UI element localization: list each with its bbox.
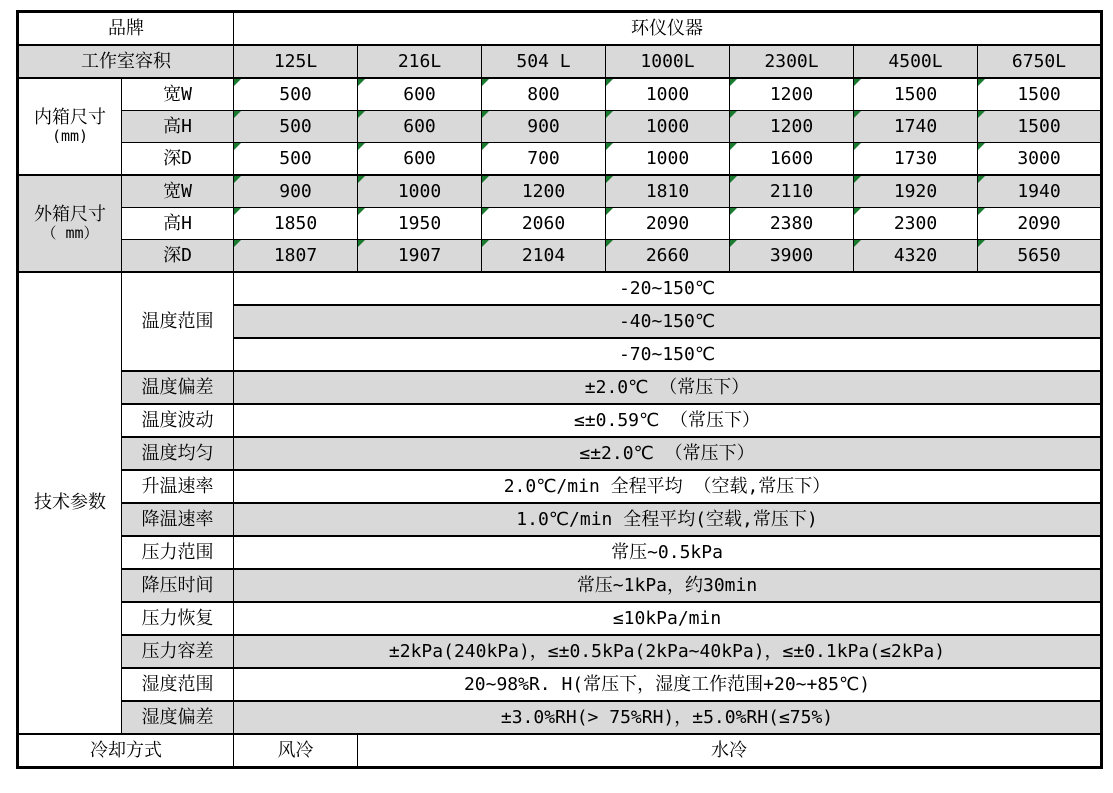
- corner-flag-icon: [978, 143, 985, 150]
- dim-cell: [606, 208, 730, 240]
- dim-cell: [234, 78, 358, 111]
- dim-cell: [358, 143, 482, 176]
- spec-table: [16, 10, 1103, 769]
- corner-flag-icon: [606, 208, 613, 215]
- temp-range-value: -20~150℃: [234, 272, 1102, 305]
- corner-flag-icon: [234, 79, 241, 86]
- param-label: 湿度范围: [122, 668, 234, 701]
- tech-section-label: 技术参数: [18, 272, 122, 734]
- corner-flag-icon: [730, 143, 737, 150]
- dim-value: 600: [403, 83, 436, 105]
- param-value: 1.0℃/min 全程平均(空载,常压下): [234, 503, 1102, 536]
- dim-value: 1200: [521, 180, 566, 202]
- dim-value: 1500: [1017, 115, 1061, 137]
- dim-cell: [482, 240, 606, 273]
- corner-flag-icon: [854, 143, 861, 150]
- dim-value: 1600: [769, 147, 814, 169]
- dim-cell: [358, 240, 482, 273]
- volume-label: 工作室容积: [18, 45, 234, 78]
- dim-cell: [358, 111, 482, 143]
- dim-value: 1730: [893, 147, 938, 169]
- param-value: ≤±0.59℃ （常压下）: [234, 404, 1102, 437]
- dim-value: 1500: [893, 83, 938, 105]
- corner-flag-icon: [606, 111, 613, 118]
- corner-flag-icon: [978, 240, 985, 247]
- dim-cell: [978, 208, 1102, 240]
- dim-value: 500: [279, 83, 312, 105]
- temp-range-value: -70~150℃: [234, 338, 1102, 371]
- corner-flag-icon: [978, 176, 985, 183]
- dim-value: 2110: [769, 180, 814, 202]
- volume-value: 216L: [358, 45, 482, 78]
- corner-flag-icon: [234, 143, 241, 150]
- cooling-water-value: 水冷: [358, 734, 1102, 768]
- dim-value: 1000: [397, 180, 442, 202]
- dim-cell: [234, 111, 358, 143]
- dim-cell: [606, 175, 730, 208]
- outer-box-unit: （ mm）: [41, 224, 99, 243]
- dim-row-label: 高H: [122, 111, 234, 143]
- dim-value: 1000: [645, 147, 690, 169]
- brand-label: 品牌: [18, 12, 234, 46]
- dim-value: 1940: [1017, 180, 1061, 202]
- param-value: 2.0℃/min 全程平均 （空载,常压下）: [234, 470, 1102, 503]
- dim-value: 3900: [769, 244, 814, 266]
- corner-flag-icon: [482, 143, 489, 150]
- param-label: 温度波动: [122, 404, 234, 437]
- volume-value: 2300L: [730, 45, 854, 78]
- dim-row-label: 深D: [122, 240, 234, 273]
- param-value: 常压~1kPa，约30min: [234, 569, 1102, 602]
- dim-value: 2380: [769, 212, 814, 234]
- volume-value: 1000L: [606, 45, 730, 78]
- corner-flag-icon: [234, 240, 241, 247]
- dim-cell: [978, 78, 1102, 111]
- dim-value: 1500: [1017, 83, 1061, 105]
- dim-cell: [730, 175, 854, 208]
- param-label: 压力范围: [122, 536, 234, 569]
- dim-value: 2660: [645, 244, 690, 266]
- dim-cell: [482, 78, 606, 111]
- corner-flag-icon: [730, 79, 737, 86]
- dim-cell: [606, 111, 730, 143]
- dim-cell: [234, 240, 358, 273]
- dim-cell: [854, 240, 978, 273]
- temp-range-value: -40~150℃: [234, 305, 1102, 338]
- dim-value: 600: [403, 147, 436, 169]
- dim-cell: [606, 78, 730, 111]
- dim-cell: [854, 143, 978, 176]
- param-value: ±2.0℃ （常压下）: [234, 371, 1102, 404]
- dim-value: 1200: [769, 83, 814, 105]
- corner-flag-icon: [358, 208, 365, 215]
- dim-value: 1920: [893, 180, 938, 202]
- dim-value: 2104: [521, 244, 566, 266]
- corner-flag-icon: [482, 240, 489, 247]
- dim-value: 1000: [645, 115, 690, 137]
- temp-range-label: 温度范围: [122, 272, 234, 371]
- dim-value: 1907: [397, 244, 442, 266]
- param-value: 常压~0.5kPa: [234, 536, 1102, 569]
- param-label: 温度均匀: [122, 437, 234, 470]
- inner-box-unit: (mm): [51, 127, 89, 146]
- corner-flag-icon: [854, 208, 861, 215]
- dim-value: 1740: [893, 115, 938, 137]
- dim-row-label: 宽W: [122, 78, 234, 111]
- inner-box-label: 内箱尺寸 (mm): [18, 78, 122, 175]
- corner-flag-icon: [730, 176, 737, 183]
- corner-flag-icon: [978, 111, 985, 118]
- corner-flag-icon: [730, 111, 737, 118]
- dim-cell: [606, 240, 730, 273]
- corner-flag-icon: [730, 208, 737, 215]
- corner-flag-icon: [358, 111, 365, 118]
- dim-cell: [730, 78, 854, 111]
- param-label: 压力容差: [122, 635, 234, 668]
- dim-value: 5650: [1017, 244, 1061, 266]
- corner-flag-icon: [482, 111, 489, 118]
- dim-cell: [854, 208, 978, 240]
- param-value: ±2kPa(240kPa)，≤±0.5kPa(2kPa~40kPa)，≤±0.1kPa(≤2kPa): [234, 635, 1102, 668]
- dim-value: 1000: [645, 83, 690, 105]
- dim-cell: [482, 175, 606, 208]
- dim-cell: [978, 143, 1102, 176]
- param-label: 湿度偏差: [122, 701, 234, 734]
- corner-flag-icon: [358, 79, 365, 86]
- corner-flag-icon: [482, 79, 489, 86]
- corner-flag-icon: [854, 240, 861, 247]
- dim-cell: [854, 78, 978, 111]
- brand-value: 环仪仪器: [234, 12, 1102, 46]
- corner-flag-icon: [854, 111, 861, 118]
- dim-value: 900: [527, 115, 560, 137]
- param-label: 降温速率: [122, 503, 234, 536]
- param-label: 升温速率: [122, 470, 234, 503]
- dim-value: 800: [527, 83, 560, 105]
- outer-box-label: 外箱尺寸 （ mm）: [18, 175, 122, 272]
- dim-value: 700: [527, 147, 560, 169]
- corner-flag-icon: [358, 143, 365, 150]
- dim-value: 1950: [397, 212, 442, 234]
- corner-flag-icon: [606, 79, 613, 86]
- dim-row-label: 深D: [122, 143, 234, 176]
- dim-cell: [730, 240, 854, 273]
- dim-value: 2090: [645, 212, 690, 234]
- corner-flag-icon: [358, 176, 365, 183]
- corner-flag-icon: [854, 79, 861, 86]
- corner-flag-icon: [482, 176, 489, 183]
- dim-cell: [730, 111, 854, 143]
- dim-value: 3000: [1017, 147, 1061, 169]
- dim-cell: [978, 175, 1102, 208]
- dim-cell: [854, 111, 978, 143]
- corner-flag-icon: [730, 240, 737, 247]
- corner-flag-icon: [234, 111, 241, 118]
- corner-flag-icon: [358, 240, 365, 247]
- cooling-air-value: 风冷: [234, 734, 358, 768]
- corner-flag-icon: [606, 176, 613, 183]
- dim-value: 1200: [769, 115, 814, 137]
- param-value: ±3.0%RH(> 75%RH)，±5.0%RH(≤75%): [234, 701, 1102, 734]
- dim-value: 600: [403, 115, 436, 137]
- dim-value: 500: [279, 147, 312, 169]
- dim-value: 900: [279, 180, 312, 202]
- corner-flag-icon: [234, 176, 241, 183]
- dim-cell: [978, 240, 1102, 273]
- dim-cell: [854, 175, 978, 208]
- dim-value: 1810: [645, 180, 690, 202]
- corner-flag-icon: [978, 79, 985, 86]
- dim-value: 1850: [273, 212, 318, 234]
- dim-value: 2060: [521, 212, 566, 234]
- dim-row-label: 高H: [122, 208, 234, 240]
- dim-value: 500: [279, 115, 312, 137]
- dim-cell: [482, 208, 606, 240]
- dim-cell: [358, 208, 482, 240]
- corner-flag-icon: [606, 240, 613, 247]
- corner-flag-icon: [606, 143, 613, 150]
- dim-value: 2090: [1017, 212, 1061, 234]
- param-value: ≤±2.0℃ （常压下）: [234, 437, 1102, 470]
- dim-cell: [482, 111, 606, 143]
- dim-value: 2300: [893, 212, 938, 234]
- volume-value: 4500L: [854, 45, 978, 78]
- dim-cell: [730, 143, 854, 176]
- corner-flag-icon: [978, 208, 985, 215]
- dim-cell: [482, 143, 606, 176]
- volume-value: 125L: [234, 45, 358, 78]
- cooling-label: 冷却方式: [18, 734, 234, 768]
- dim-value: 1807: [273, 244, 318, 266]
- dim-cell: [978, 111, 1102, 143]
- dim-cell: [606, 143, 730, 176]
- dim-cell: [358, 175, 482, 208]
- dim-cell: [358, 78, 482, 111]
- param-label: 压力恢复: [122, 602, 234, 635]
- corner-flag-icon: [854, 176, 861, 183]
- dim-value: 4320: [893, 244, 938, 266]
- param-label: 温度偏差: [122, 371, 234, 404]
- corner-flag-icon: [482, 208, 489, 215]
- dim-cell: [234, 208, 358, 240]
- volume-value: 504 L: [482, 45, 606, 78]
- volume-value: 6750L: [978, 45, 1102, 78]
- dim-cell: [234, 143, 358, 176]
- param-value: ≤10kPa/min: [234, 602, 1102, 635]
- param-label: 降压时间: [122, 569, 234, 602]
- param-value: 20~98%R. H(常压下，湿度工作范围+20~+85℃): [234, 668, 1102, 701]
- corner-flag-icon: [234, 208, 241, 215]
- dim-cell: [730, 208, 854, 240]
- dim-row-label: 宽W: [122, 175, 234, 208]
- dim-cell: [234, 175, 358, 208]
